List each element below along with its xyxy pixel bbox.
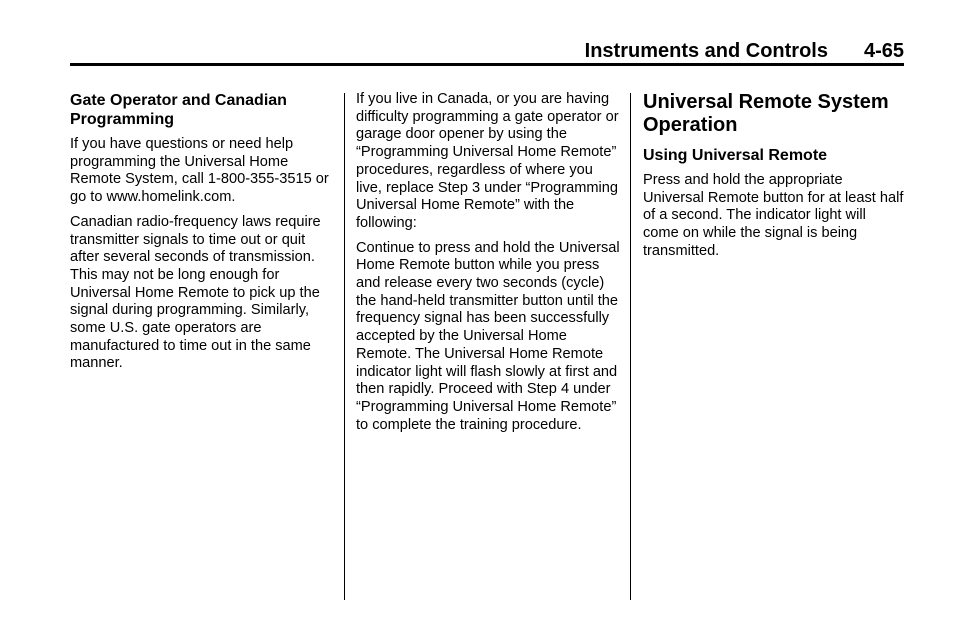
header-rule [70, 63, 904, 66]
column-right [643, 91, 905, 268]
page-header [70, 38, 904, 64]
page-number: 4-65 [863, 40, 904, 62]
using-remote-subheading: Using Universal Remote [643, 147, 828, 164]
column-left [70, 91, 332, 380]
column-middle [356, 91, 622, 441]
help-paragraph: If you have questions or need help programming the Universal Home Remote System, call 1-800-355-3515 or go to www.homelink.com. [70, 136, 329, 206]
column-divider-2 [630, 93, 631, 600]
canada-intro-paragraph: If you live in Canada, or you are having difficulty programming a gate operator or garage door opener by using the “Programming Universal Home Remote” procedures, regardless of where you live, replace Step 3 under “Programming Universal Home Remote” with the following: [356, 91, 619, 231]
continue-press-paragraph: Continue to press and hold the Universal Home Remote button while you press and release every two seconds (cycle) the hand-held transmitter button until the frequency signal has been successfully accepted by the Universal Home Remote. The Universal Home Remote indicator light will flash slowly at first and then rapidly. Proceed with Step 4 under “Programming Universal Home Remote” to complete the training procedure. [356, 239, 620, 433]
gate-operator-heading: Gate Operator and Canadian Programming [70, 92, 287, 128]
column-divider-1 [344, 93, 345, 600]
section-title: Instruments and Controls [584, 40, 828, 62]
press-hold-paragraph: Press and hold the appropriate Universal Remote button for at least half of a second. The indicator light will come on while the signal is being transmitted. [643, 172, 904, 259]
operation-heading: Universal Remote System Operation [643, 91, 889, 136]
canadian-laws-paragraph: Canadian radio-frequency laws require transmitter signals to time out or quit after several seconds of transmission. This may not be long enough for Universal Home Remote to pick up the signal during programming. Similarly, some U.S. gate operators are manufactured to time out in the same manner. [70, 213, 321, 372]
